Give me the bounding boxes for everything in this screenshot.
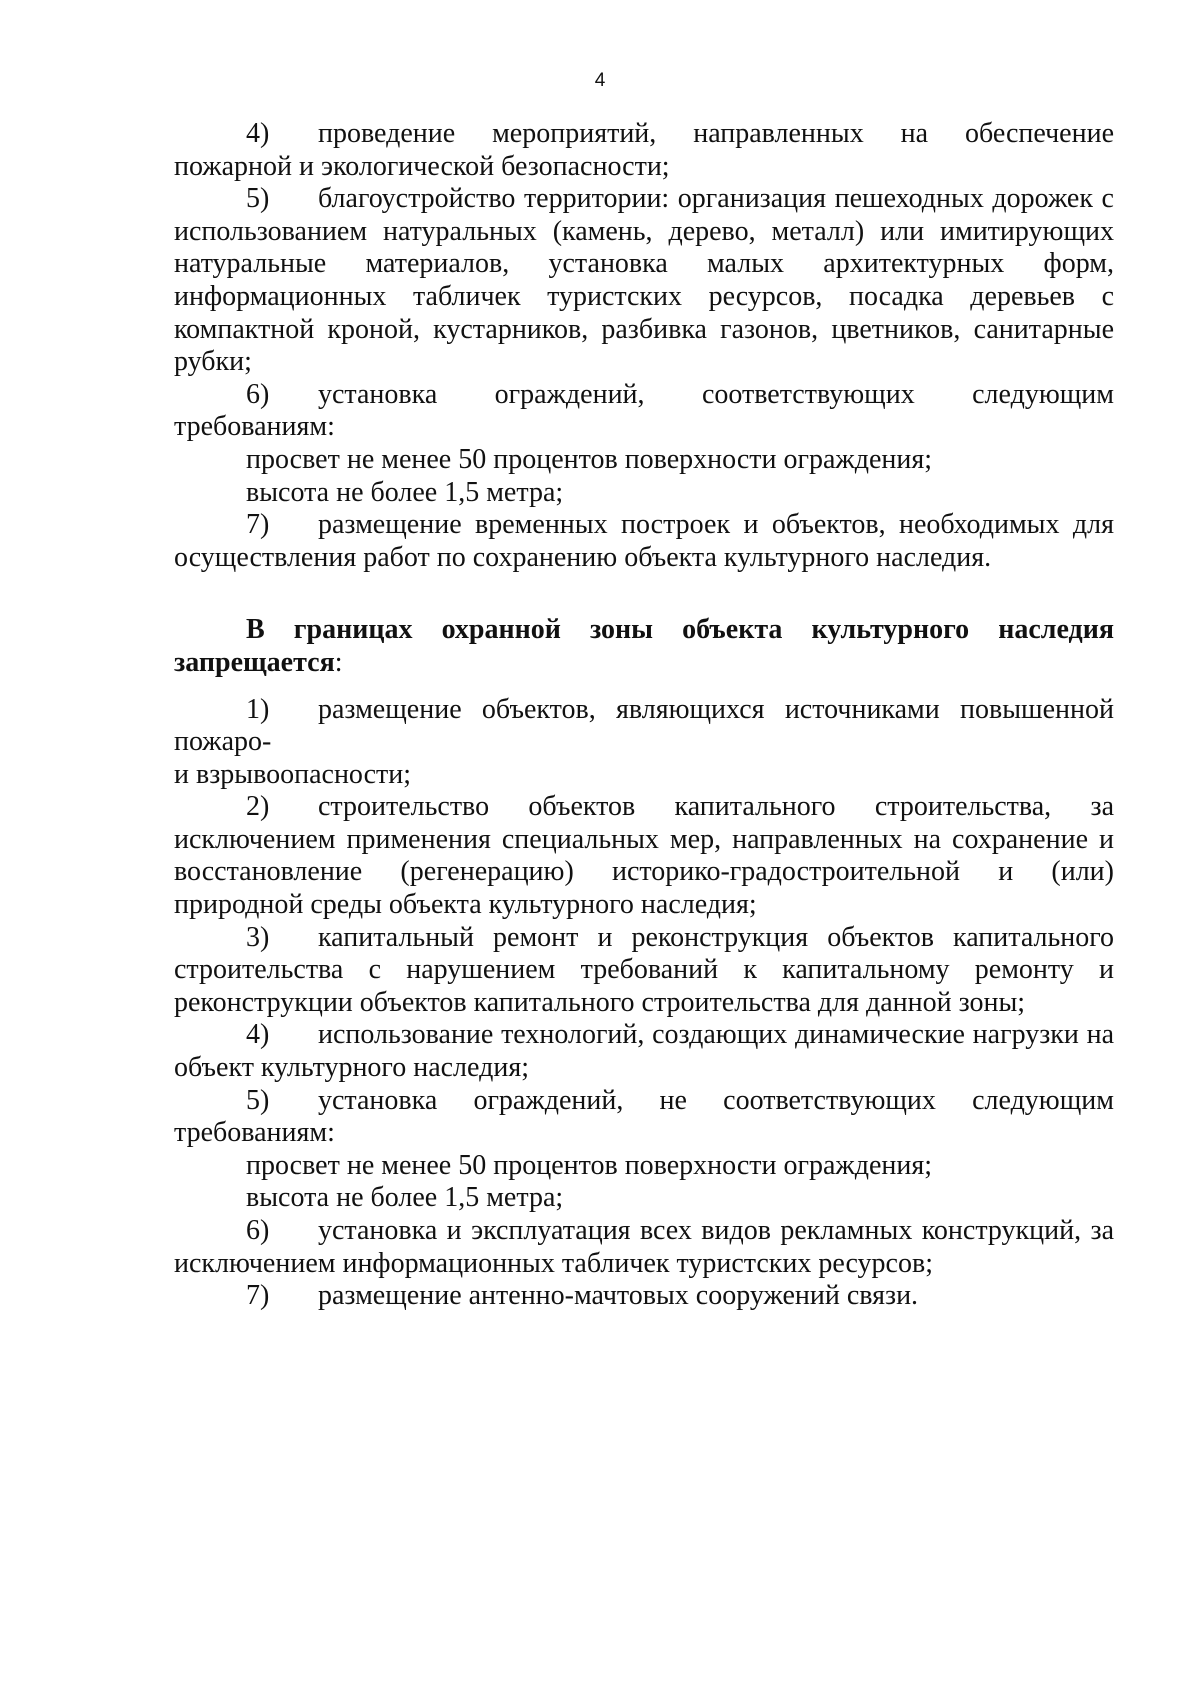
list-item: [174, 183, 1114, 379]
item-number: 5): [246, 1084, 270, 1116]
item-number: 4): [246, 1019, 270, 1051]
item-text: установка ограждений, соответствующих следующим требованиям:: [174, 378, 1114, 443]
requirement-line: высота не более 1,5 метра;: [246, 1182, 564, 1214]
item-text: размещение антенно-мачтовых сооружений связи.: [318, 1280, 919, 1312]
item-text: размещение объектов, являющихся источниками повышенной: [318, 693, 1114, 725]
list-item: [174, 1085, 1114, 1150]
list-item: [174, 118, 1114, 183]
item-text: установка ограждений, не соответствующих следующим требованиям:: [174, 1084, 1114, 1149]
item-text: использование технологий, создающих динамические нагрузки на объект культурного наследия;: [174, 1019, 1114, 1084]
item-number: 6): [246, 1215, 270, 1246]
item-text: строительство объектов капитального строительства, за исключением применения специальных мер, направленных на сохранение и восстановление (регенерацию) историко-градостроительной и (или) природной среды объекта культурного наследия;: [174, 791, 1114, 921]
page-number: 4: [594, 70, 606, 91]
item-number: 7): [246, 1280, 270, 1312]
item-number: 4): [246, 118, 270, 149]
list-item: [174, 1280, 1114, 1313]
document-body: [174, 118, 1114, 1313]
list-item: [174, 1215, 1114, 1280]
item-number: 1): [246, 693, 270, 725]
item-text: размещение временных построек и объектов, необходимых для осуществления работ по сохранению объекта культурного наследия.: [174, 509, 1114, 573]
item-number: 7): [246, 509, 270, 541]
requirement-line: просвет не менее 50 процентов поверхности ограждения;: [246, 443, 933, 475]
item-text: благоустройство территории: организация пешеходных дорожек с использованием натуральных (камень, дерево, металл) или имитирующих натуральные материалов, установка малых архитектурных форм, информационных табличек туристских ресурсов, посадка деревьев с компактной кроной, кустарников, разбивка газонов, цветников, санитарные рубки;: [174, 183, 1114, 378]
item-number: 3): [246, 921, 270, 953]
requirement-line: просвет не менее 50 процентов поверхности ограждения;: [246, 1149, 933, 1181]
requirement-line: высота не более 1,5 метра;: [246, 476, 564, 508]
item-text: капитальный ремонт и реконструкция объектов капитального строительства с нарушением требований к капитальному ремонту и реконструкции объектов капитального строительства для данной зоны;: [174, 921, 1114, 1018]
list-item: [174, 379, 1114, 444]
item-line: пожаро-: [174, 726, 272, 758]
heading-colon: :: [334, 646, 343, 678]
list-item: [174, 509, 1114, 574]
item-line: и взрывоопасности;: [174, 758, 412, 790]
item-number: 2): [246, 791, 270, 823]
heading-text: В границах охранной зоны объекта культурного наследия запрещается: [174, 614, 1114, 678]
list-item: [174, 1019, 1114, 1084]
section-heading: [174, 614, 1114, 679]
list-item: [174, 694, 1114, 792]
item-number: 5): [246, 183, 270, 215]
list-item: [174, 922, 1114, 1020]
item-number: 6): [246, 378, 270, 410]
list-item: [174, 791, 1114, 921]
item-text: проведение мероприятий, направленных на обеспечение пожарной и экологической безопасности;: [174, 118, 1114, 182]
item-line: [174, 694, 1114, 727]
item-text: установка и эксплуатация всех видов рекламных конструкций, за исключением информационных табличек туристских ресурсов;: [174, 1215, 1114, 1279]
